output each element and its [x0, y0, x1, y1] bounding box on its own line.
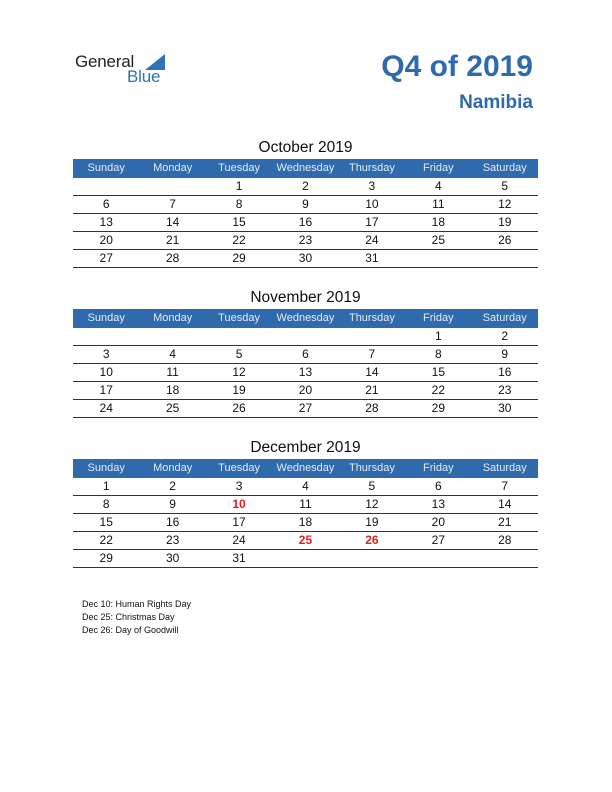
day-cell: 16: [298, 215, 313, 229]
day-cell: 9: [302, 197, 309, 211]
week-row: [73, 250, 538, 268]
day-cell: 13: [431, 497, 445, 511]
day-cell: 24: [365, 233, 379, 247]
day-cell: 2: [302, 179, 309, 193]
day-cell: 18: [298, 515, 313, 529]
day-cell: 22: [232, 233, 246, 247]
week-row: [73, 214, 538, 232]
week-row: [73, 346, 538, 364]
day-cell: 18: [431, 215, 445, 229]
day-cell: 4: [434, 179, 442, 193]
day-cell: [272, 328, 338, 345]
weekday-label: Wednesday: [276, 162, 335, 174]
day-cell: 4: [169, 347, 176, 361]
month-title: December 2019: [250, 439, 361, 456]
weekday-label: Friday: [423, 162, 454, 174]
holiday-note: Dec 25: Christmas Day: [82, 612, 175, 622]
weekday-label: Wednesday: [276, 312, 335, 324]
week-row: [73, 400, 538, 418]
day-cell: 8: [102, 497, 110, 511]
day-cell: 5: [501, 179, 509, 193]
weekday-label: Monday: [153, 462, 193, 474]
weekday-label: Saturday: [482, 462, 527, 474]
day-cell: 22: [99, 533, 113, 547]
week-row: [73, 178, 538, 196]
weekday-label: Sunday: [87, 312, 125, 324]
day-cell: 29: [431, 401, 445, 415]
day-cell: [139, 178, 205, 195]
day-cell: 19: [365, 515, 379, 529]
day-cell: 30: [165, 551, 180, 565]
day-cell: 2: [501, 329, 509, 343]
day-cell: 15: [431, 365, 445, 379]
day-cell: 25: [431, 233, 445, 247]
day-cell: 7: [501, 479, 509, 493]
day-cell: 24: [99, 401, 113, 415]
day-cell: 21: [365, 383, 379, 397]
weekday-label: Sunday: [87, 162, 125, 174]
week-row: [73, 496, 538, 514]
day-cell: 5: [235, 347, 243, 361]
day-cell: 28: [365, 401, 379, 415]
day-cell: [472, 250, 538, 267]
week-row: [73, 532, 538, 550]
day-cell: 27: [99, 251, 113, 265]
weekday-label: Wednesday: [276, 462, 335, 474]
day-cell: 17: [232, 515, 246, 529]
day-cell: 25: [298, 533, 313, 547]
day-cell: 25: [165, 401, 180, 415]
day-cell: 28: [498, 533, 512, 547]
day-cell: 21: [165, 233, 180, 247]
weekday-label: Tuesday: [218, 462, 260, 474]
day-cell: 12: [498, 197, 512, 211]
day-cell: 23: [165, 533, 180, 547]
day-cell: 30: [298, 251, 313, 265]
day-cell: 6: [434, 479, 442, 493]
day-cell: [272, 550, 338, 567]
day-cell: 9: [501, 347, 509, 361]
day-cell: 18: [165, 383, 180, 397]
day-cell: 12: [365, 497, 379, 511]
day-cell: 19: [232, 383, 246, 397]
day-cell: 15: [99, 515, 113, 529]
day-cell: 22: [431, 383, 445, 397]
holiday-note: Dec 10: Human Rights Day: [82, 599, 192, 609]
day-cell: 11: [299, 497, 312, 511]
day-cell: [206, 328, 272, 345]
month-december: [73, 437, 538, 568]
day-cell: 7: [368, 347, 376, 361]
day-cell: 15: [232, 215, 246, 229]
weekday-label: Thursday: [348, 462, 395, 474]
day-cell: 12: [232, 365, 246, 379]
day-cell: 7: [169, 197, 176, 211]
day-cell: 1: [434, 329, 442, 343]
day-cell: 3: [368, 179, 376, 193]
weekday-label: Friday: [423, 462, 454, 474]
day-cell: 2: [169, 479, 176, 493]
month-november: [73, 287, 538, 418]
day-cell: [339, 550, 405, 567]
day-cell: 13: [298, 365, 313, 379]
day-cell: 20: [298, 383, 313, 397]
day-cell: 13: [99, 215, 113, 229]
weekday-label: Monday: [153, 162, 193, 174]
day-cell: 20: [431, 515, 445, 529]
day-cell: 6: [102, 197, 110, 211]
day-cell: 16: [165, 515, 180, 529]
holiday-notes: [82, 598, 191, 637]
weekday-label: Saturday: [482, 312, 527, 324]
day-cell: 16: [498, 365, 512, 379]
day-cell: 21: [498, 515, 512, 529]
day-cell: 9: [169, 497, 176, 511]
day-cell: 23: [498, 383, 512, 397]
day-cell: 27: [431, 533, 445, 547]
generalblue-logo: [75, 52, 185, 92]
day-cell: 10: [232, 497, 246, 511]
day-cell: 24: [232, 533, 246, 547]
week-row: [73, 478, 538, 496]
day-cell: 30: [498, 401, 512, 415]
day-cell: 19: [498, 215, 512, 229]
logo-blue-text: Blue: [127, 67, 161, 86]
weekday-label: Sunday: [87, 462, 125, 474]
week-row: [73, 514, 538, 532]
logo-general-text: General: [75, 52, 135, 71]
day-cell: 6: [302, 347, 309, 361]
month-title: November 2019: [250, 289, 361, 306]
day-cell: 26: [365, 533, 379, 547]
day-cell: 11: [432, 197, 445, 211]
day-cell: 26: [232, 401, 246, 415]
day-cell: 31: [232, 551, 246, 565]
weekday-label: Tuesday: [218, 162, 260, 174]
day-cell: 1: [102, 479, 110, 493]
day-cell: 26: [498, 233, 512, 247]
day-cell: 10: [99, 365, 113, 379]
day-cell: 10: [365, 197, 379, 211]
day-cell: 27: [298, 401, 313, 415]
week-row: [73, 196, 538, 214]
day-cell: 4: [302, 479, 309, 493]
day-cell: 14: [498, 497, 512, 511]
weekday-label: Thursday: [348, 312, 395, 324]
day-cell: 3: [235, 479, 243, 493]
holiday-note: Dec 26: Day of Goodwill: [82, 625, 179, 635]
day-cell: 28: [165, 251, 180, 265]
country-name: Namibia: [459, 92, 533, 113]
weekday-label: Tuesday: [218, 312, 260, 324]
day-cell: 17: [365, 215, 379, 229]
week-row: [73, 550, 538, 568]
day-cell: 17: [99, 383, 113, 397]
month-october: [73, 137, 538, 268]
month-title: October 2019: [258, 139, 353, 156]
day-cell: [339, 328, 405, 345]
day-cell: [73, 178, 139, 195]
week-row: [73, 364, 538, 382]
day-cell: [405, 250, 471, 267]
day-cell: [139, 328, 205, 345]
day-cell: 14: [165, 215, 180, 229]
page-title: Q4 of 2019: [381, 50, 533, 83]
weekday-label: Thursday: [348, 162, 395, 174]
weekday-label: Monday: [153, 312, 193, 324]
day-cell: 1: [235, 179, 243, 193]
day-cell: 8: [434, 347, 442, 361]
day-cell: 8: [235, 197, 243, 211]
day-cell: [73, 328, 139, 345]
day-cell: 11: [166, 365, 179, 379]
day-cell: 23: [298, 233, 313, 247]
day-cell: 20: [99, 233, 113, 247]
week-row: [73, 232, 538, 250]
week-row: [73, 328, 538, 346]
weekday-header: [73, 159, 538, 178]
day-cell: [405, 550, 471, 567]
week-row: [73, 382, 538, 400]
day-cell: 14: [365, 365, 379, 379]
day-cell: 29: [99, 551, 113, 565]
weekday-header: [73, 309, 538, 328]
day-cell: 3: [102, 347, 110, 361]
day-cell: 31: [365, 251, 379, 265]
day-cell: [472, 550, 538, 567]
day-cell: 5: [368, 479, 376, 493]
day-cell: 29: [232, 251, 246, 265]
weekday-label: Friday: [423, 312, 454, 324]
weekday-label: Saturday: [482, 162, 527, 174]
weekday-header: [73, 459, 538, 478]
